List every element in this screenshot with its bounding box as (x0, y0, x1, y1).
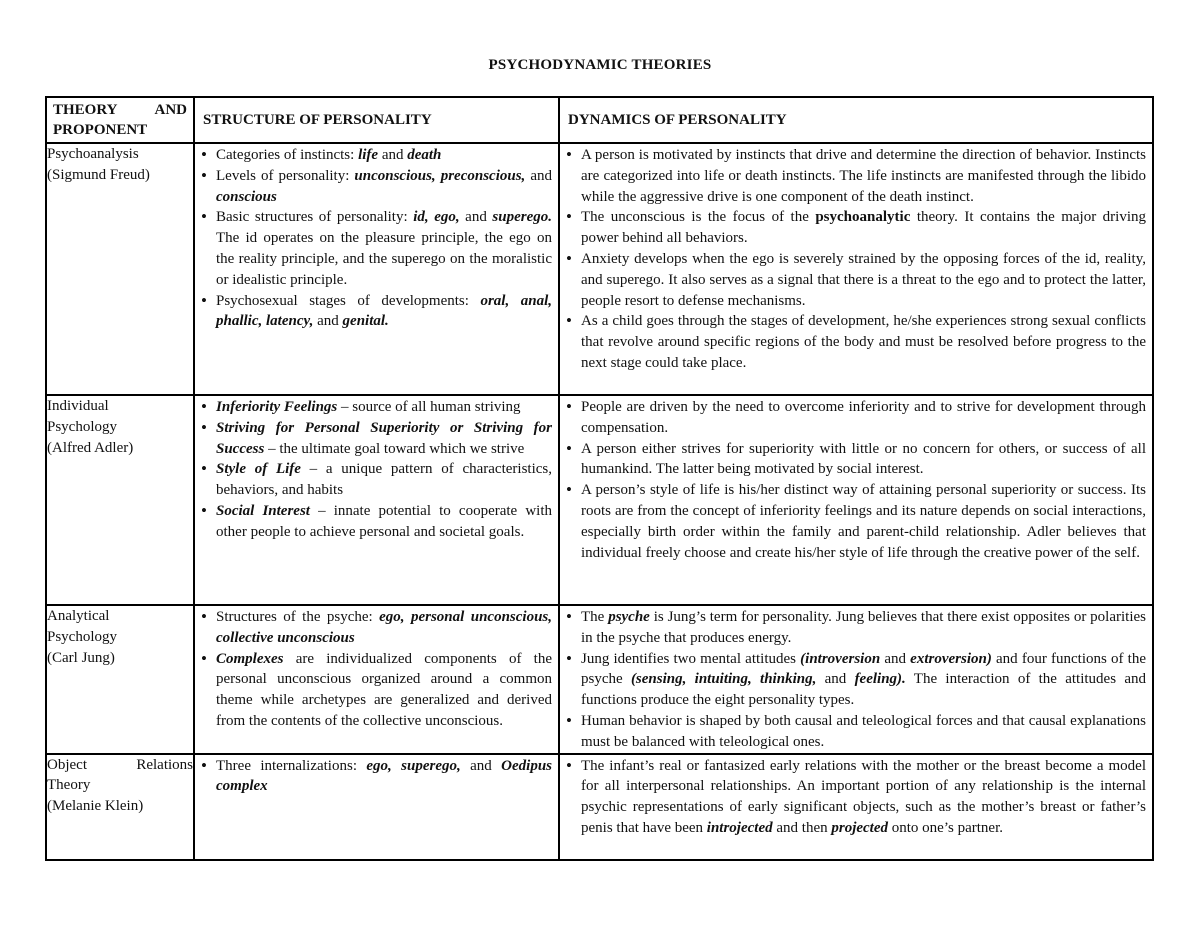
text-segment: The interaction of the attitudes and functions produce the eight personality types. (581, 671, 1146, 709)
emphasized-term: conscious (216, 188, 277, 205)
structure-cell (194, 605, 559, 754)
bullet-item (566, 249, 1146, 311)
bullet-item (566, 439, 1146, 481)
text-segment: – source of all human striving (337, 399, 521, 415)
text-segment: Basic structures of personality: (216, 209, 414, 226)
bullet-item (566, 480, 1146, 563)
theory-proponent: (Alfred Adler) (47, 439, 134, 456)
text-segment: People are driven by the need to overcome inferiority and to strive for development through compensation. (581, 399, 1146, 436)
emphasized-term: (introversion (800, 650, 881, 667)
text-segment: and (313, 313, 343, 330)
text-segment: – innate potential to cooperate with other people to achieve personal and societal goals. (216, 502, 552, 540)
text-segment: Structures of the psyche: (216, 609, 380, 625)
text-segment: onto one’s partner. (888, 819, 1003, 836)
text-segment: Anxiety develops when the ego is severely strained by the opposing forces of the id, reality, and superego. It also serves as a signal that there is a threat to the ego and to protect the latter, people resort to defense mechanisms. (581, 250, 1146, 309)
emphasized-term: genital. (342, 313, 389, 330)
emphasized-term: projected (831, 819, 889, 836)
structure-cell (194, 143, 559, 395)
dynamics-cell (559, 605, 1153, 754)
theories-table (45, 96, 1154, 861)
emphasized-term: oral, anal, phallic, latency, (216, 292, 553, 330)
emphasized-term: id, ego, (413, 209, 460, 226)
dynamics-list (560, 144, 1152, 374)
theory-name: Analytical (47, 608, 110, 624)
emphasized-term: Inferiority Feelings (216, 399, 338, 415)
bullet-item (566, 607, 1146, 649)
theory-proponent: (Sigmund Freud) (47, 166, 150, 183)
structure-list (195, 396, 558, 543)
bullet-item (201, 207, 552, 290)
text-segment: Three internalizations: (216, 757, 367, 774)
text-segment: Jung identifies two mental attitudes (581, 650, 801, 667)
text-segment: and (880, 650, 911, 667)
bullet-item (201, 607, 552, 649)
text-segment: and (460, 757, 502, 774)
text-segment: As a child goes through the stages of development, he/she experiences strong sexual conflicts that revolve around specific regions of the body and must be resolved before progress to the next stage could take place. (581, 313, 1146, 371)
dynamics-list (560, 606, 1152, 753)
text-segment: theory. It contains the major driving power behind all behaviors. (581, 209, 1147, 247)
emphasized-term: introjected (706, 819, 773, 836)
theory-name: Psychology (47, 628, 118, 645)
text-segment: A person either strives for superiority with little or no concern for others, or success of all humankind. The latter being motivated by social interest. (581, 440, 1146, 478)
text-segment: and (459, 209, 493, 226)
emphasized-term: Social Interest (216, 502, 310, 519)
emphasized-term: extroversion) (910, 650, 992, 667)
bullet-item (201, 459, 552, 501)
bullet-item (201, 756, 552, 798)
text-segment: Human behavior is shaped by both causal and teleological forces and that causal explanations must be balanced with teleological ones. (581, 712, 1146, 750)
bullet-item (201, 501, 552, 543)
theory-name: Individual (47, 398, 109, 414)
emphasized-term: unconscious, preconscious, (354, 167, 526, 184)
text-segment: The unconscious is the focus of the (581, 209, 816, 226)
header-theory-word: THEORY (53, 102, 118, 118)
theory-name: Theory (47, 777, 91, 794)
bullet-item (201, 418, 552, 460)
bullet-item (201, 649, 552, 732)
text-segment: Levels of personality: (216, 167, 355, 184)
text-segment: – the ultimate goal toward which we strive (264, 440, 525, 457)
header-dynamics: DYNAMICS OF PERSONALITY (559, 97, 1153, 143)
emphasized-term: death (407, 147, 442, 163)
text-segment: Psychosexual stages of developments: (216, 292, 481, 309)
text-segment: are individualized components of the personal unconscious organized around a common theme while archetypes are generalized and derived from the contents of the collective unconscious. (216, 650, 552, 729)
text-segment: and (816, 671, 855, 688)
document-title: PSYCHODYNAMIC THEORIES (488, 57, 712, 73)
theory-proponent: (Carl Jung) (47, 649, 115, 666)
structure-cell (194, 754, 559, 860)
bullet-item (201, 166, 552, 208)
theory-name: Psychoanalysis (47, 146, 139, 162)
emphasized-term: Oedipus complex (216, 757, 552, 795)
theory-cell (46, 395, 194, 605)
emphasized-term: Striving for Personal Superiority or Striving for Success (216, 419, 552, 457)
text-segment: The id operates on the pleasure principle, the ego on the reality principle, and the superego on the moralistic or idealistic principle. (216, 230, 552, 288)
emphasized-term: Style of Life (216, 461, 301, 478)
emphasized-term: psyche (608, 609, 650, 625)
text-segment: A person is motivated by instincts that drive and determine the direction of behavior. Instincts are categorized into life or death instincts. The life instincts are manifested through the libido while the aggressive drive is one component of the death instinct. (581, 147, 1146, 205)
dynamics-cell (559, 395, 1153, 605)
text-segment: and then (772, 819, 832, 836)
emphasized-term: ego, personal unconscious, collective unconscious (216, 609, 553, 646)
bullet-item (566, 649, 1146, 711)
text-segment: A person’s style of life is his/her distinct way of attaining personal superiority or success. Its roots are from the concept of inferiority feelings and its nature depends on social interactions, especially birth order within the family and parent-child relationship. Adler believes that individual freely choose and create his/her style of life through the creative power of the self. (581, 482, 1146, 561)
text-segment: and (378, 147, 408, 163)
table-row (46, 395, 1153, 605)
theory-name: Psychology (47, 418, 118, 435)
bullet-item (201, 291, 552, 333)
bullet-item (566, 711, 1146, 753)
text-segment: The infant’s real or fantasized early relations with the mother or the breast become a model for all interpersonal relationships. An important portion of any relationship is the internal psychic representations of early significant objects, such as the mother’s breast or father’s penis that have been (581, 757, 1146, 836)
dynamics-list (560, 755, 1152, 839)
header-theory-proponent (46, 97, 194, 143)
bullet-item (566, 207, 1146, 249)
table-row (46, 605, 1153, 754)
bullet-item (566, 397, 1146, 439)
text-segment: – a unique pattern of characteristics, behaviors, and habits (216, 461, 552, 499)
text-segment: is Jung’s term for personality. Jung believes that there exist opposites or polarities in the psyche that produces energy. (581, 609, 1147, 646)
header-and-word: AND (154, 102, 187, 118)
emphasized-term: psychoanalytic (815, 209, 911, 226)
theory-cell (46, 605, 194, 754)
structure-list (195, 755, 558, 798)
emphasized-term: Complexes (216, 650, 284, 667)
text-segment: and (525, 167, 552, 184)
table-row (46, 143, 1153, 395)
emphasized-term: life (358, 147, 379, 163)
structure-list (195, 606, 558, 732)
theory-cell (46, 754, 194, 860)
emphasized-term: feeling). (854, 671, 906, 688)
dynamics-list (560, 396, 1152, 563)
header-row (46, 97, 1153, 143)
table-row (46, 754, 1153, 860)
text-segment: Categories of instincts: (216, 147, 359, 163)
bullet-item (566, 756, 1146, 839)
dynamics-cell (559, 143, 1153, 395)
structure-cell (194, 395, 559, 605)
structure-list (195, 144, 558, 332)
theory-proponent: (Melanie Klein) (47, 798, 144, 815)
bullet-item (201, 145, 552, 166)
header-structure: STRUCTURE OF PERSONALITY (194, 97, 559, 143)
theory-name: Object Relations (47, 756, 193, 773)
text-segment: and four functions of the psyche (581, 650, 1146, 688)
header-proponent-word: PROPONENT (53, 122, 148, 138)
emphasized-term: (sensing, intuiting, thinking, (630, 671, 817, 688)
text-segment: The (581, 609, 609, 625)
bullet-item (566, 311, 1146, 373)
dynamics-cell (559, 754, 1153, 860)
emphasized-term: superego. (492, 209, 552, 226)
theory-cell (46, 143, 194, 395)
bullet-item (566, 145, 1146, 207)
emphasized-term: ego, superego, (366, 757, 461, 774)
bullet-item (201, 397, 552, 418)
